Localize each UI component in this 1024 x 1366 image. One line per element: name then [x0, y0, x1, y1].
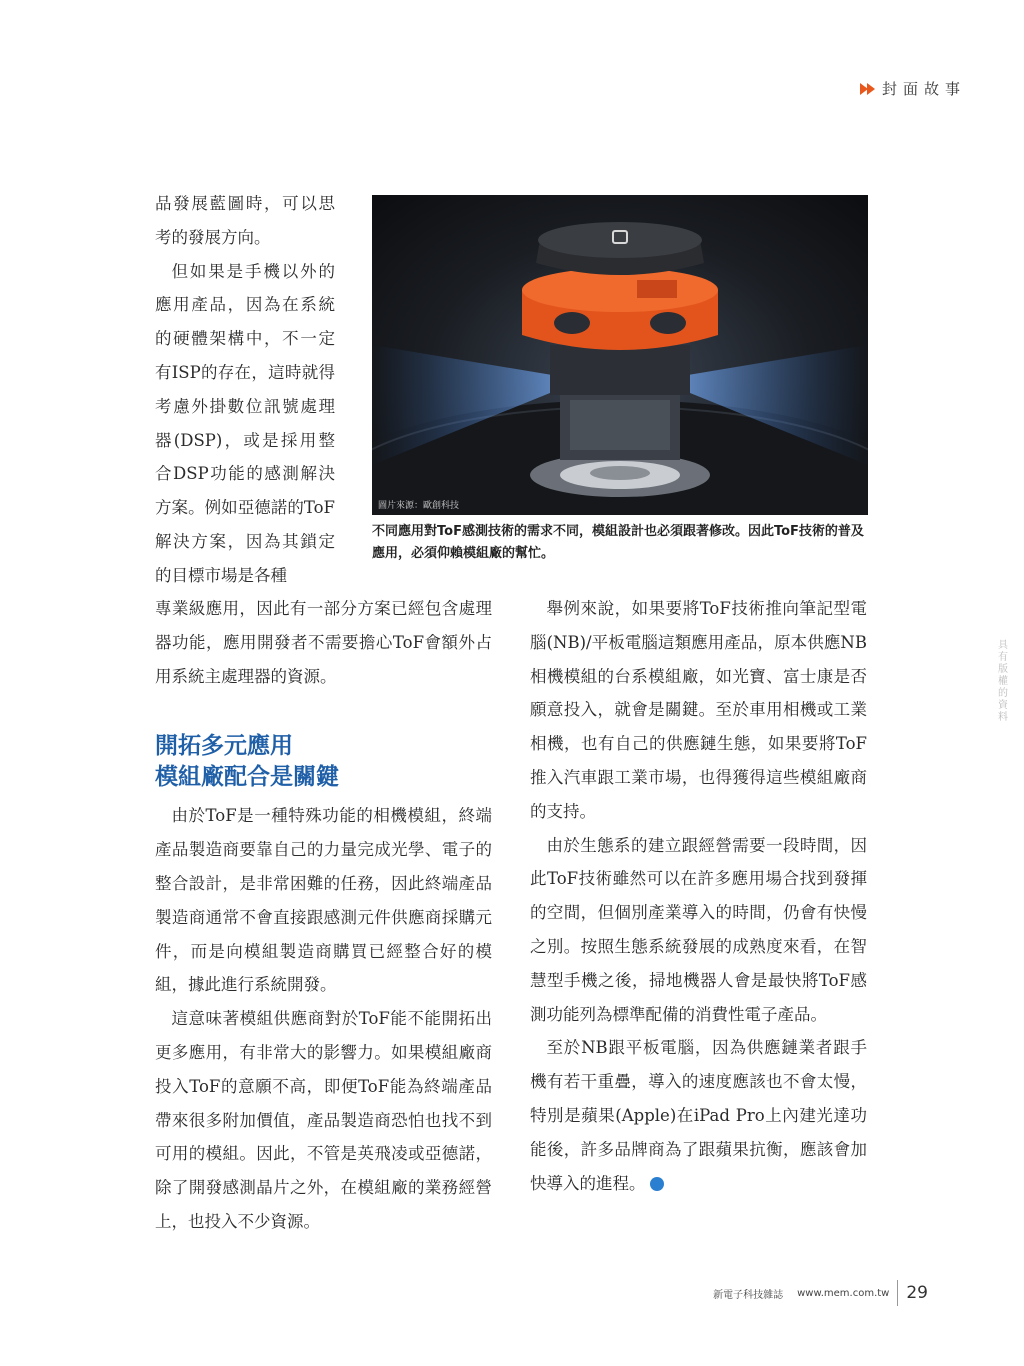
- footer-divider: [897, 1280, 898, 1306]
- paragraph: 由於ToF是一種特殊功能的相機模組，終端產品製造商要靠自己的力量完成光學、電子的整合設計，是非常困難的任務，因此終端產品製造商通常不會直接跟感測元件供應商採購元件，而是向模組製造商購買已經整合好的模組，據此進行系統開發。: [155, 806, 492, 995]
- right-column: [530, 592, 867, 1200]
- paragraph: 但如果是手機以外的應用產品，因為在系統的硬體架構中，不一定有ISP的存在，這時就得考慮外掛數位訊號處理器(DSP)，或是採用整合DSP功能的感測解決方案。例如亞德諾的ToF解決方案，因為其鎖定的目標市場是各種: [155, 261, 335, 585]
- left-column-top: [155, 187, 335, 593]
- paragraph-text: 至於NB跟平板電腦，因為供應鏈業者跟手機有若干重疊，導入的速度應該也不會太慢，特別是蘋果(Apple)在iPad Pro上內建光達功能後，許多品牌商為了跟蘋果抗衡，應該會加快導入的進程。: [530, 1038, 867, 1193]
- section-heading: [155, 731, 492, 793]
- website-url: www.mem.com.tw: [797, 1287, 890, 1299]
- robot-vacuum-tof-image: [372, 195, 868, 515]
- paragraph: 由於生態系的建立跟經營需要一段時間，因此ToF技術雖然可以在許多應用場合找到發揮的空間，但個別產業導入的時間，仍會有快慢之別。按照生態系統發展的成熟度來看，在智慧型手機之後，掃地機器人會是最快將ToF感測功能列為標準配備的消費性電子產品。: [530, 835, 867, 1024]
- double-arrow-icon: [860, 83, 874, 95]
- heading-line-2: 模組廠配合是關鍵: [155, 764, 339, 791]
- paragraph: 舉例來說，如果要將ToF技術推向筆記型電腦(NB)/平板電腦這類應用產品，原本供應NB相機模組的台系模組廠，如光寶、富士康是否願意投入，就會是關鍵。至於車用相機或工業相機，也有自己的供應鏈生態，如果要將ToF推入汽車跟工業市場，也得獲得這些模組廠商的支持。: [530, 599, 867, 821]
- magazine-name: 新電子科技雜誌: [713, 1289, 784, 1301]
- copyright-side-note: 具有版權的資料: [998, 640, 1008, 723]
- article-end-icon: [650, 1177, 664, 1191]
- paragraph: [530, 1031, 867, 1200]
- section-title: 封面故事: [881, 80, 966, 98]
- left-column-bottom: [155, 592, 492, 1239]
- figure-caption: 不同應用對ToF感測技術的需求不同，模組設計也必須跟著修改。因此ToF技術的普及應用，必須仰賴模組廠的幫忙。: [372, 524, 864, 561]
- paragraph: 這意味著模組供應商對於ToF能不能開拓出更多應用，有非常大的影響力。如果模組廠商投入ToF的意願不高，即便ToF能為終端產品帶來很多附加價值，產品製造商恐怕也找不到可用的模組。因此，不管是英飛凌或亞德諾，除了開發感測晶片之外，在模組廠的業務經營上，也投入不少資源。: [155, 1009, 492, 1231]
- lidar-module-illustration: [372, 195, 868, 515]
- image-credit: 圖片來源：歐創科技: [378, 501, 460, 511]
- page-number: 29: [906, 1283, 928, 1303]
- paragraph: 專業級應用，因此有一部分方案已經包含處理器功能，應用開發者不需要擔心ToF會額外占用系統主處理器的資源。: [155, 599, 492, 686]
- paragraph: 品發展藍圖時，可以思考的發展方向。: [155, 194, 335, 247]
- section-tag: [860, 78, 966, 99]
- page-footer: [713, 1280, 928, 1306]
- heading-line-1: 開拓多元應用: [155, 733, 293, 760]
